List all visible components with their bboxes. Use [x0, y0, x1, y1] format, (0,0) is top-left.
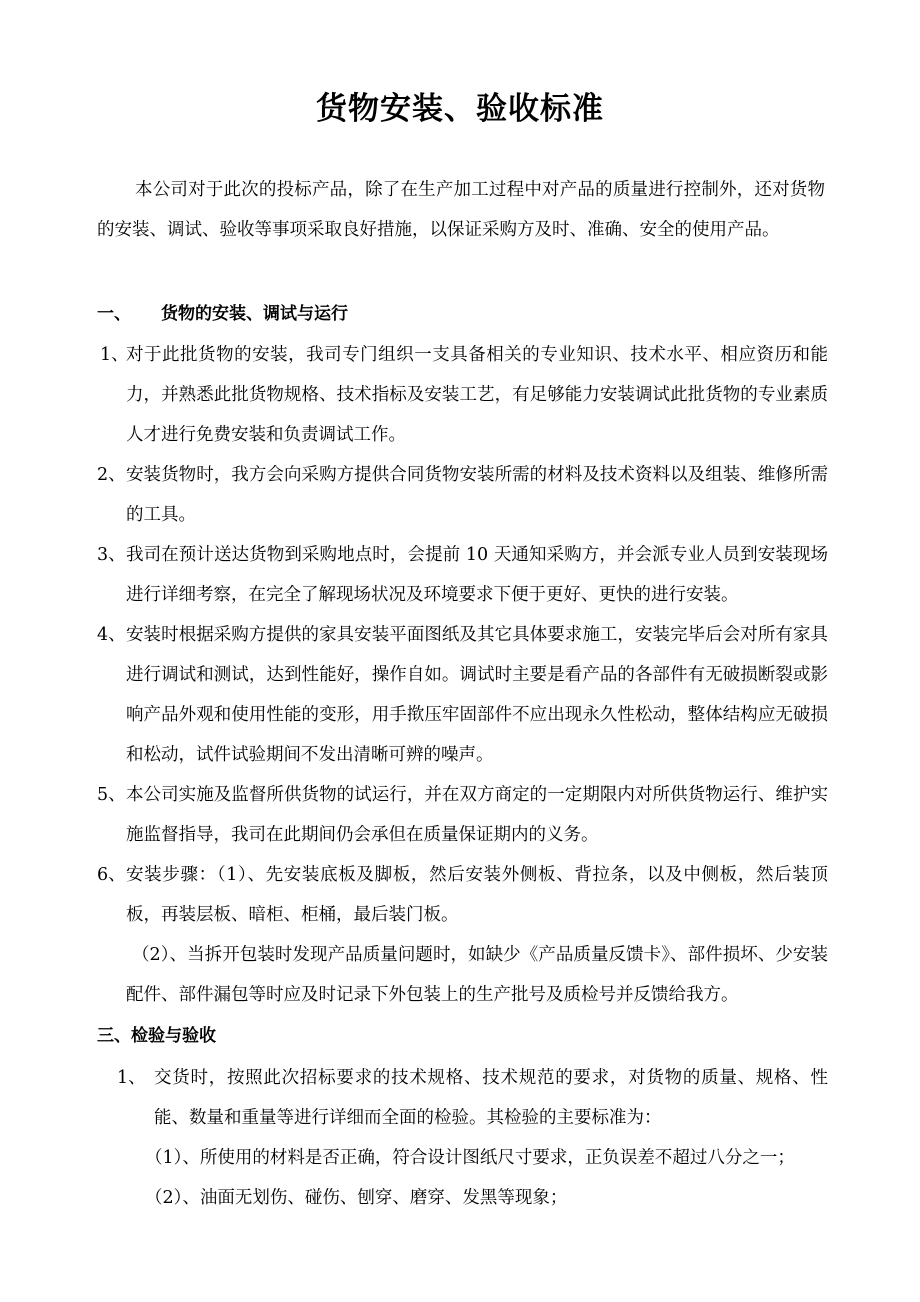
- section-1-title: 货物的安装、调试与运行: [161, 304, 348, 324]
- section-1-item-6-substep: （2）、当拆开包装时发现产品质量问题时，如缺少《产品质量反馈卡》、部件损坏、少安装配件、部件漏包等时应及时记录下外包装上的生产批号及质检号并反馈给我方。: [126, 945, 828, 1005]
- document-title: 货物安装、验收标准: [316, 91, 604, 127]
- section-1-heading: [97, 300, 348, 328]
- item-text: 交货时，按照此次招标要求的技术规格、技术规范的要求，对货物的质量、规格、性能、数量和重量等进行详细而全面的检验。其检验的主要标准为：: [154, 1068, 828, 1128]
- section-3-heading: 三、检验与验收: [97, 1026, 216, 1046]
- section-1-item-4: [97, 615, 828, 775]
- item-text: 安装步骤：（1）、先安装底板及脚板，然后安装外侧板、背拉条，以及中侧板，然后装顶板，再装层板、暗柜、柜桶，最后装门板。: [126, 865, 828, 925]
- item-number: 2、: [97, 465, 126, 485]
- item-text: 我司在预计送达货物到采购地点时，会提前 10 天通知采购方，并会派专业人员到安装现场进行详细考察，在完全了解现场状况及环境要求下便于更好、更快的进行安装。: [126, 545, 828, 605]
- item-number: 3、: [97, 545, 126, 565]
- item-number: 5、: [97, 785, 126, 805]
- section-1-item-1: [100, 335, 828, 455]
- section-1-item-5: [97, 775, 828, 855]
- item-text: 本公司实施及监督所供货物的试运行，并在双方商定的一定期限内对所供货物运行、维护实施监督指导，我司在此期间仍会承但在质量保证期内的义务。: [126, 785, 828, 845]
- section-1-item-3: [97, 535, 828, 615]
- item-number: 6、: [97, 865, 126, 885]
- section-3-item-1: [117, 1058, 828, 1138]
- section-1-number: 一、: [97, 304, 131, 324]
- item-text: 对于此批货物的安装，我司专门组织一支具备相关的专业知识、技术水平、相应资历和能力，并熟悉此批货物规格、技术指标及安装工艺，有足够能力安装调试此批货物的专业素质人才进行免费安装和负责调试工作。: [126, 345, 828, 445]
- item-text: 安装时根据采购方提供的家具安装平面图纸及其它具体要求施工，安装完毕后会对所有家具进行调试和测试，达到性能好，操作自如。调试时主要是看产品的各部件有无破损断裂或影响产品外观和使用性能的变形，用手揿压牢固部件不应出现永久性松动，整体结构应无破损和松动，试件试验期间不发出清晰可辨的噪声。: [126, 625, 828, 765]
- criterion-2: （2）、油面无划伤、碰伤、刨穿、磨穿、发黑等现象；: [145, 1188, 568, 1208]
- section-1-item-6: [97, 855, 828, 935]
- intro-paragraph: 本公司对于此次的投标产品，除了在生产加工过程中对产品的质量进行控制外，还对货物的安装、调试、验收等事项采取良好措施，以保证采购方及时、准确、安全的使用产品。: [97, 180, 825, 240]
- item-text: 安装货物时，我方会向采购方提供合同货物安装所需的材料及技术资料以及组装、维修所需的工具。: [126, 465, 828, 525]
- section-1-item-2: [97, 455, 828, 535]
- item-number: 4、: [97, 625, 126, 645]
- criterion-1: （1）、所使用的材料是否正确，符合设计图纸尺寸要求，正负误差不超过八分之一；: [145, 1148, 795, 1168]
- item-number: 1、: [117, 1068, 146, 1088]
- item-number: 1、: [100, 345, 129, 365]
